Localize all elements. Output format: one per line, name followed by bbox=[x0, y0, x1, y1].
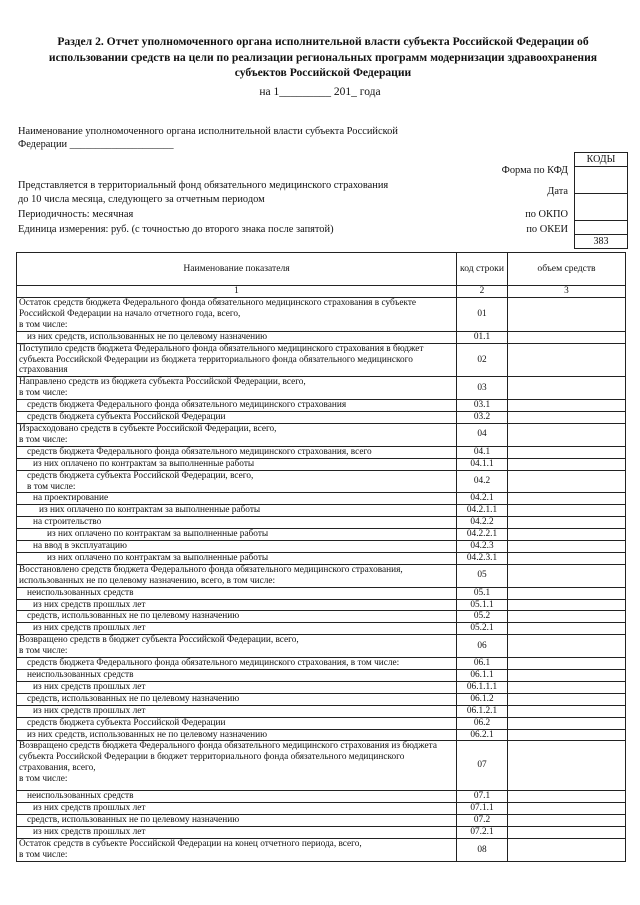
table-row bbox=[17, 493, 626, 505]
row-code: 02 bbox=[457, 343, 508, 377]
row-name: из них оплачено по контрактам за выполненные работы bbox=[17, 458, 457, 470]
row-code: 03.2 bbox=[457, 412, 508, 424]
row-name: Поступило средств бюджета Федерального фонда обязательного медицинского страхования в бюджет субъекта Российской Федерации из бюджета территориального фонда обязательного медицинского страхования bbox=[17, 343, 457, 377]
header-code: код строки bbox=[457, 253, 508, 286]
table-row bbox=[17, 803, 626, 815]
col-number-1: 1 bbox=[17, 286, 457, 298]
row-code: 03 bbox=[457, 377, 508, 400]
row-code: 04.2.3.1 bbox=[457, 552, 508, 564]
row-name: из них средств прошлых лет bbox=[17, 681, 457, 693]
table-row bbox=[17, 658, 626, 670]
row-name: неиспользованных средств bbox=[17, 791, 457, 803]
row-amount-cell[interactable] bbox=[508, 331, 626, 343]
report-title bbox=[18, 34, 628, 81]
row-name: Направлено средств из бюджета субъекта Российской Федерации, всего, в том числе: bbox=[17, 377, 457, 400]
row-name: на проектирование bbox=[17, 493, 457, 505]
row-name: из них оплачено по контрактам за выполненные работы bbox=[17, 529, 457, 541]
table-row bbox=[17, 446, 626, 458]
row-name: средств, использованных не по целевому назначению bbox=[17, 693, 457, 705]
table-row bbox=[17, 587, 626, 599]
row-amount-cell[interactable] bbox=[508, 400, 626, 412]
row-code: 05.1 bbox=[457, 587, 508, 599]
row-amount-cell[interactable] bbox=[508, 803, 626, 815]
row-name: из них средств, использованных не по целевому назначению bbox=[17, 729, 457, 741]
row-amount-cell[interactable] bbox=[508, 587, 626, 599]
okei-label: по ОКЕИ bbox=[526, 224, 568, 235]
row-code: 08 bbox=[457, 839, 508, 862]
row-name: Восстановлено средств бюджета Федерального фонда обязательного медицинского страхования, использованных не по целевому назначению, всего, в том числе: bbox=[17, 564, 457, 587]
title-line-3: субъектов Российской Федерации bbox=[234, 66, 412, 79]
table-row bbox=[17, 623, 626, 635]
row-name: из них средств прошлых лет bbox=[17, 705, 457, 717]
row-amount-cell[interactable] bbox=[508, 470, 626, 493]
row-name: на ввод в эксплуатацию bbox=[17, 541, 457, 553]
row-amount-cell[interactable] bbox=[508, 458, 626, 470]
table-row bbox=[17, 458, 626, 470]
row-code: 05.2.1 bbox=[457, 623, 508, 635]
row-amount-cell[interactable] bbox=[508, 564, 626, 587]
row-name: средств бюджета субъекта Российской Федерации bbox=[17, 717, 457, 729]
table-row bbox=[17, 827, 626, 839]
row-amount-cell[interactable] bbox=[508, 446, 626, 458]
row-amount-cell[interactable] bbox=[508, 493, 626, 505]
form-kfd-label: Форма по КФД bbox=[501, 165, 568, 176]
row-code: 06.1.2.1 bbox=[457, 705, 508, 717]
row-amount-cell[interactable] bbox=[508, 839, 626, 862]
row-amount-cell[interactable] bbox=[508, 729, 626, 741]
row-code: 03.1 bbox=[457, 400, 508, 412]
org-name-label: Наименование уполномоченного органа исполнительной власти субъекта Российской bbox=[18, 126, 398, 137]
row-code: 06.1 bbox=[457, 658, 508, 670]
row-amount-cell[interactable] bbox=[508, 505, 626, 517]
row-code: 04.1.1 bbox=[457, 458, 508, 470]
table-row bbox=[17, 470, 626, 493]
table-row bbox=[17, 705, 626, 717]
row-amount-cell[interactable] bbox=[508, 623, 626, 635]
row-code: 05.2 bbox=[457, 611, 508, 623]
row-code: 07.1 bbox=[457, 791, 508, 803]
row-code: 04.2.2.1 bbox=[457, 529, 508, 541]
row-amount-cell[interactable] bbox=[508, 541, 626, 553]
row-code: 07.2 bbox=[457, 815, 508, 827]
row-name: средств, использованных не по целевому назначению bbox=[17, 611, 457, 623]
row-amount-cell[interactable] bbox=[508, 827, 626, 839]
table-row bbox=[17, 517, 626, 529]
form-kfd-value[interactable] bbox=[575, 167, 628, 194]
header-name: Наименование показателя bbox=[17, 253, 457, 286]
codes-box bbox=[574, 152, 628, 249]
row-name: неиспользованных средств bbox=[17, 670, 457, 682]
table-row bbox=[17, 377, 626, 400]
table-row bbox=[17, 635, 626, 658]
table-row bbox=[17, 541, 626, 553]
table-row bbox=[17, 839, 626, 862]
row-amount-cell[interactable] bbox=[508, 705, 626, 717]
table-row bbox=[17, 298, 626, 332]
row-code: 06.1.2 bbox=[457, 693, 508, 705]
row-amount-cell[interactable] bbox=[508, 791, 626, 803]
row-amount-cell[interactable] bbox=[508, 517, 626, 529]
row-code: 04.2.1 bbox=[457, 493, 508, 505]
row-amount-cell[interactable] bbox=[508, 552, 626, 564]
table-row bbox=[17, 611, 626, 623]
table-row bbox=[17, 400, 626, 412]
row-name: средств бюджета Федерального фонда обязательного медицинского страхования bbox=[17, 400, 457, 412]
row-code: 06.2 bbox=[457, 717, 508, 729]
row-amount-cell[interactable] bbox=[508, 670, 626, 682]
org-name-field[interactable]: Федерации ____________________ bbox=[18, 139, 174, 150]
submit-line-1: Представляется в территориальный фонд обязательного медицинского страхования bbox=[18, 180, 389, 191]
row-amount-cell[interactable] bbox=[508, 412, 626, 424]
row-code: 01 bbox=[457, 298, 508, 332]
row-amount-cell[interactable] bbox=[508, 815, 626, 827]
table-row bbox=[17, 815, 626, 827]
row-name: Возвращено средств бюджета Федерального фонда обязательного медицинского страхования из бюджета субъекта Российской Федерации в бюджет территориального фонда обязательного медицинского страхования, всего, в том числе: bbox=[17, 741, 457, 791]
table-row bbox=[17, 791, 626, 803]
title-line-1: Раздел 2. Отчет уполномоченного органа исполнительной власти субъекта Российской Федерации об bbox=[57, 35, 589, 48]
row-amount-cell[interactable] bbox=[508, 658, 626, 670]
row-name: средств бюджета субъекта Российской Федерации bbox=[17, 412, 457, 424]
row-code: 06.1.1.1 bbox=[457, 681, 508, 693]
table-row bbox=[17, 552, 626, 564]
row-code: 05.1.1 bbox=[457, 599, 508, 611]
row-name: средств бюджета Федерального фонда обязательного медицинского страхования, в том числе: bbox=[17, 658, 457, 670]
row-name: из них средств прошлых лет bbox=[17, 623, 457, 635]
row-name: неиспользованных средств bbox=[17, 587, 457, 599]
row-name: из них оплачено по контрактам за выполненные работы bbox=[17, 505, 457, 517]
row-amount-cell[interactable] bbox=[508, 611, 626, 623]
submit-line-2: до 10 числа месяца, следующего за отчетным периодом bbox=[18, 194, 265, 205]
table-row bbox=[17, 343, 626, 377]
table-row bbox=[17, 681, 626, 693]
table-row bbox=[17, 693, 626, 705]
row-code: 04.2.1.1 bbox=[457, 505, 508, 517]
row-amount-cell[interactable] bbox=[508, 681, 626, 693]
table-row bbox=[17, 412, 626, 424]
title-line-2: использовании средств на цели по реализации региональных программ модернизации здравоохранения bbox=[48, 50, 598, 64]
row-amount-cell[interactable] bbox=[508, 343, 626, 377]
row-code: 04 bbox=[457, 423, 508, 446]
row-name: средств бюджета Федерального фонда обязательного медицинского страхования, всего bbox=[17, 446, 457, 458]
okei-value: 383 bbox=[575, 235, 628, 249]
table-row bbox=[17, 505, 626, 517]
date-label: Дата bbox=[547, 186, 568, 197]
table-row bbox=[17, 423, 626, 446]
row-code: 04.1 bbox=[457, 446, 508, 458]
row-name: из них средств, использованных не по целевому назначению bbox=[17, 331, 457, 343]
table-row bbox=[17, 331, 626, 343]
row-name: Остаток средств в субъекте Российской Федерации на конец отчетного периода, всего, в том числе: bbox=[17, 839, 457, 862]
report-table bbox=[16, 252, 626, 862]
row-amount-cell[interactable] bbox=[508, 423, 626, 446]
row-amount-cell[interactable] bbox=[508, 741, 626, 791]
row-code: 06.2.1 bbox=[457, 729, 508, 741]
table-row bbox=[17, 741, 626, 791]
row-code: 01.1 bbox=[457, 331, 508, 343]
table-row bbox=[17, 599, 626, 611]
row-code: 07.1.1 bbox=[457, 803, 508, 815]
row-amount-cell[interactable] bbox=[508, 377, 626, 400]
unit-label: Единица измерения: руб. (с точностью до второго знака после запятой) bbox=[18, 224, 334, 235]
col-number-2: 2 bbox=[457, 286, 508, 298]
codes-header: КОДЫ bbox=[575, 153, 628, 167]
okpo-label: по ОКПО bbox=[525, 209, 568, 220]
table-row bbox=[17, 717, 626, 729]
table-row bbox=[17, 564, 626, 587]
row-code: 05 bbox=[457, 564, 508, 587]
row-code: 06.1.1 bbox=[457, 670, 508, 682]
row-amount-cell[interactable] bbox=[508, 717, 626, 729]
row-name: на строительство bbox=[17, 517, 457, 529]
row-name: Возвращено средств в бюджет субъекта Российской Федерации, всего, в том числе: bbox=[17, 635, 457, 658]
frequency-label: Периодичность: месячная bbox=[18, 209, 134, 220]
row-name: из них средств прошлых лет bbox=[17, 599, 457, 611]
report-period: на 1_________ 201_ года bbox=[259, 86, 381, 98]
row-name: из них оплачено по контрактам за выполненные работы bbox=[17, 552, 457, 564]
row-name: средств бюджета субъекта Российской Федерации, всего, в том числе: bbox=[17, 470, 457, 493]
row-name: Израсходовано средств в субъекте Российской Федерации, всего, в том числе: bbox=[17, 423, 457, 446]
header-amount: объем средств bbox=[508, 253, 626, 286]
table-row bbox=[17, 729, 626, 741]
row-code: 06 bbox=[457, 635, 508, 658]
row-amount-cell[interactable] bbox=[508, 298, 626, 332]
row-name: из них средств прошлых лет bbox=[17, 803, 457, 815]
okpo-value[interactable] bbox=[575, 221, 628, 235]
row-name: из них средств прошлых лет bbox=[17, 827, 457, 839]
row-name: средств, использованных не по целевому назначению bbox=[17, 815, 457, 827]
row-code: 07.2.1 bbox=[457, 827, 508, 839]
row-name: Остаток средств бюджета Федерального фонда обязательного медицинского страхования в субъекте Российской Федерации на начало отчетного года, всего, в том числе: bbox=[17, 298, 457, 332]
date-value[interactable] bbox=[575, 194, 628, 221]
row-code: 07 bbox=[457, 741, 508, 791]
row-amount-cell[interactable] bbox=[508, 599, 626, 611]
table-row bbox=[17, 529, 626, 541]
table-row bbox=[17, 670, 626, 682]
row-amount-cell[interactable] bbox=[508, 693, 626, 705]
row-amount-cell[interactable] bbox=[508, 635, 626, 658]
row-code: 04.2.3 bbox=[457, 541, 508, 553]
row-code: 04.2 bbox=[457, 470, 508, 493]
row-amount-cell[interactable] bbox=[508, 529, 626, 541]
col-number-3: 3 bbox=[508, 286, 626, 298]
row-code: 04.2.2 bbox=[457, 517, 508, 529]
